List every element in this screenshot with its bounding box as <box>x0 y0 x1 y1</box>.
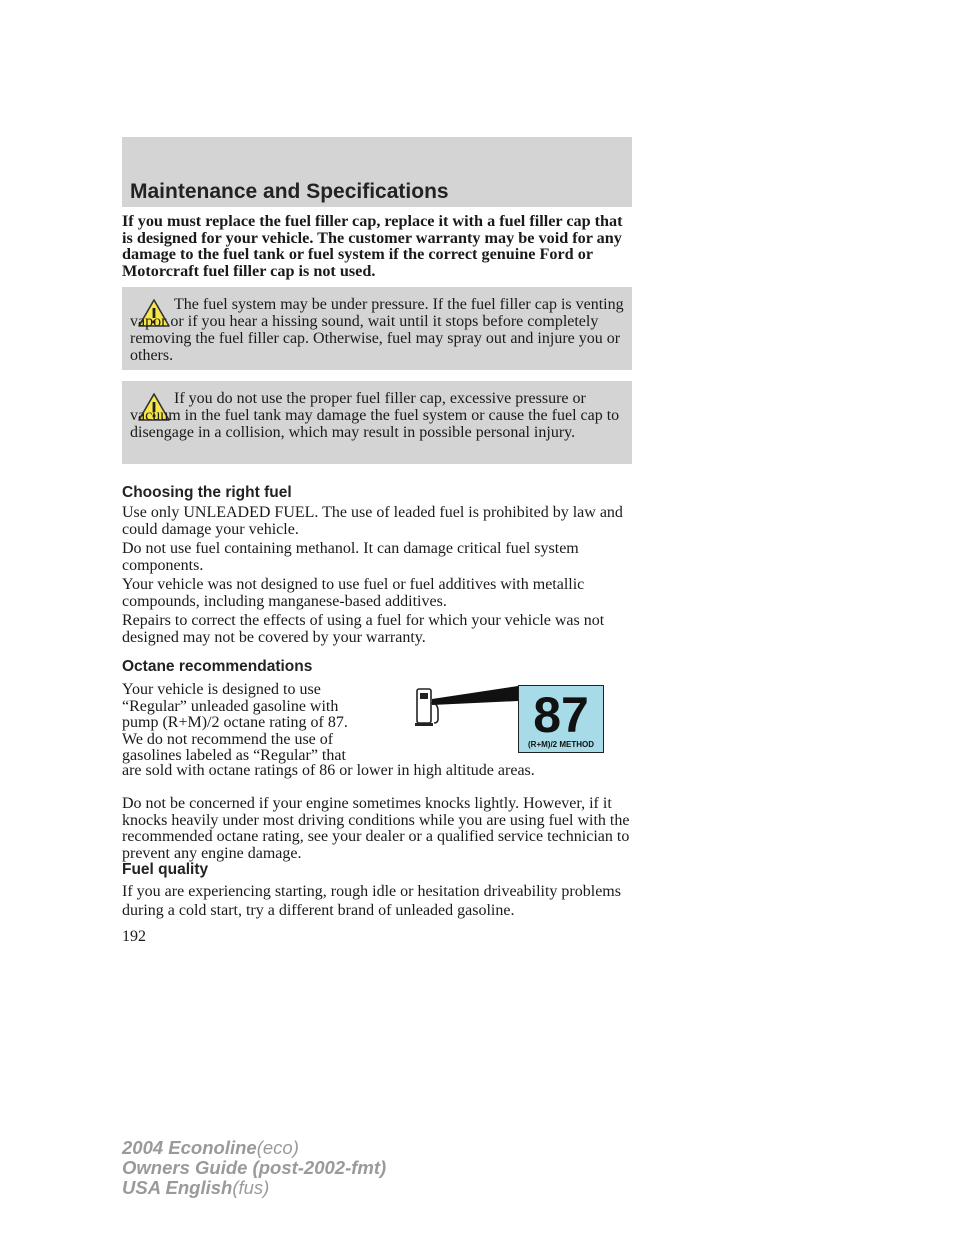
octane-number: 87 <box>533 687 589 743</box>
section-title: Maintenance and Specifications <box>130 180 449 203</box>
heading-choosing-fuel: Choosing the right fuel <box>122 484 292 501</box>
paragraph: Do not be concerned if your engine sometimes knocks lightly. However, if it knocks heavily under most driving conditions while you are using fuel with the recommended octane rating, see your dealer or a qualified service technician to prevent any engine damage. <box>122 795 630 862</box>
page-number: 192 <box>122 928 146 945</box>
paragraph: Your vehicle was not designed to use fuel or fuel additives with metallic compounds, including manganese-based additives. <box>122 576 585 610</box>
octane-label <box>518 685 604 753</box>
paragraph: Your vehicle is designed to use “Regular” unleaded gasoline with pump (R+M)/2 octane rating of 87. We do not recommend the use of gasolines labeled as “Regular” that <box>122 681 348 764</box>
octane-method: (R+M)/2 METHOD <box>528 740 594 749</box>
heading-fuel-quality: Fuel quality <box>122 861 209 878</box>
document-footer: 2004 Econoline(eco) Owners Guide (post-2002-fmt) USA English(fus) <box>122 1137 387 1198</box>
warning-text: The fuel system may be under pressure. If the fuel filler cap is venting vapor or if you hear a hissing sound, wait until it stops before completely removing the fuel filler cap. Otherwise, fuel may spray out and injure you or others. <box>130 296 624 364</box>
fuel-cap-notice: If you must replace the fuel filler cap, replace it with a fuel filler cap that is designed for your vehicle. The customer warranty may be void for any damage to the fuel tank or fuel system if the correct genuine Ford or Motorcraft fuel filler cap is not used. <box>122 212 623 280</box>
paragraph: Repairs to correct the effects of using a fuel for which your vehicle was not designed may not be covered by your warranty. <box>122 612 605 646</box>
warning-text: If you do not use the proper fuel filler cap, excessive pressure or vacuum in the fuel tank may damage the fuel system or cause the fuel cap to disengage in a collision, which may result in possible personal injury. <box>130 390 620 441</box>
heading-octane: Octane recommendations <box>122 658 313 675</box>
warning-box-pressure <box>122 287 632 370</box>
paragraph: If you are experiencing starting, rough idle or hesitation driveability problems during a cold start, try a different brand of unleaded gasoline. <box>122 883 621 919</box>
paragraph: Use only UNLEADED FUEL. The use of leaded fuel is prohibited by law and could damage your vehicle. <box>122 504 623 538</box>
octane-label-graphic <box>414 683 604 755</box>
warning-box-filler-cap <box>122 381 632 464</box>
paragraph: Do not use fuel containing methanol. It can damage critical fuel system components. <box>122 540 579 574</box>
paragraph: are sold with octane ratings of 86 or lower in high altitude areas. <box>122 762 535 779</box>
